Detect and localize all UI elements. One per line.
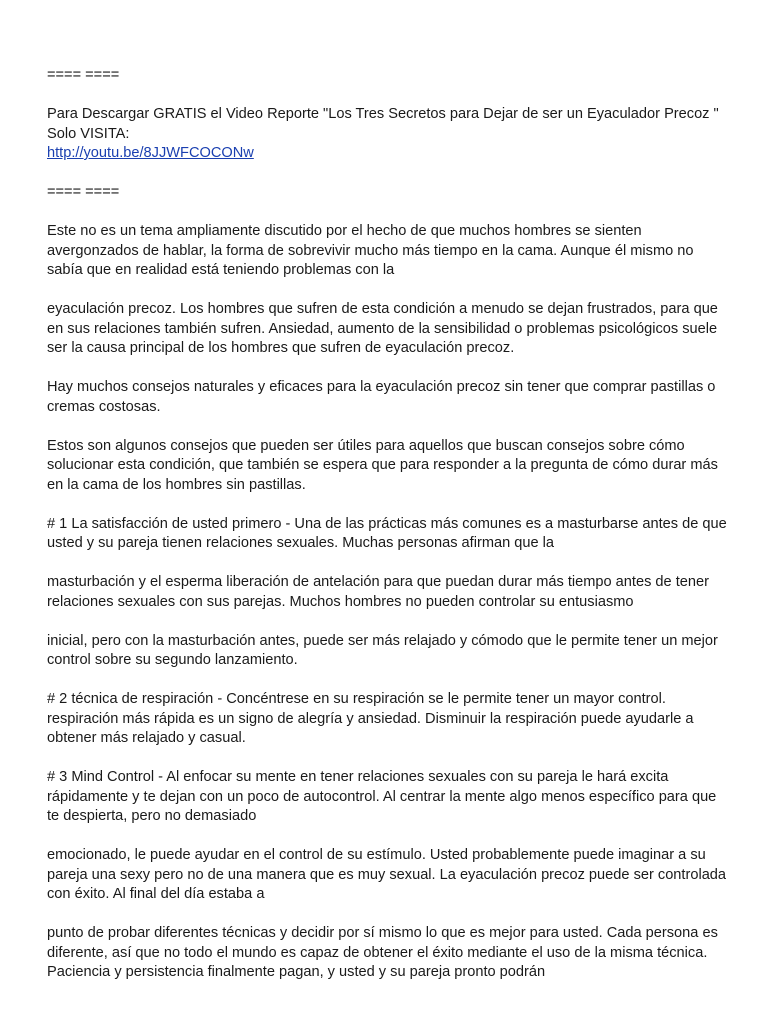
paragraph: Estos son algunos consejos que pueden ser útiles para aquellos que buscan consejos sobre cómo solucionar esta condición, que también se espera que para responder a la pregunta de cómo durar más en la cama de los hombres sin pastillas.	[47, 437, 718, 493]
intro-text: Para Descargar GRATIS el Video Reporte "Los Tres Secretos para Dejar de ser un Eyaculador Precoz " Solo VISITA:	[47, 106, 719, 142]
paragraph: Este no es un tema ampliamente discutido por el hecho de que muchos hombres se sienten avergonzados de hablar, la forma de sobrevivir mucho más tiempo en la cama. Aunque él mismo no sabía que en realidad está teniendo problemas con la	[47, 223, 694, 278]
paragraph: # 2 técnica de respiración - Concéntrese en su respiración se le permite tener un mayor control. respiración más rápida es un signo de alegría y ansiedad. Disminuir la respiración puede ayudarle a obtener más relajado y casual.	[47, 691, 694, 746]
divider-bottom: ==== ====	[47, 184, 120, 200]
intro-link[interactable]: http://youtu.be/8JJWFCOCONw	[47, 145, 254, 161]
paragraph: emocionado, le puede ayudar en el control de su estímulo. Usted probablemente puede imaginar a su pareja una sexy pero no de una manera que es muy sexual. La eyaculación precoz puede ser controlada con éxito. Al final del día estaba a	[47, 847, 727, 902]
document-page	[47, 66, 727, 1002]
divider-top: ==== ====	[47, 67, 120, 83]
paragraph: punto de probar diferentes técnicas y decidir por sí mismo lo que es mejor para usted. Cada persona es diferente, así que no todo el mundo es capaz de obtener el éxito mediante el uso de la misma técnica. Paciencia y persistencia finalmente pagan, y usted y su pareja pronto podrán	[47, 925, 718, 980]
paragraph: masturbación y el esperma liberación de antelación para que puedan durar más tiempo antes de tener relaciones sexuales con sus parejas. Muchos hombres no pueden controlar su entusiasmo	[47, 574, 709, 610]
intro-block	[47, 105, 727, 164]
paragraph: eyaculación precoz. Los hombres que sufren de esta condición a menudo se dejan frustrados, para que en sus relaciones también sufren. Ansiedad, aumento de la sensibilidad o problemas psicológicos suele ser la causa principal de los hombres que sufren de eyaculación precoz.	[47, 301, 718, 356]
paragraph: inicial, pero con la masturbación antes, puede ser más relajado y cómodo que le permite tener un mejor control sobre su segundo lanzamiento.	[47, 632, 718, 668]
paragraph: # 1 La satisfacción de usted primero - Una de las prácticas más comunes es a masturbarse antes de que usted y su pareja tienen relaciones sexuales. Muchas personas afirman que la	[47, 515, 727, 551]
paragraph: # 3 Mind Control - Al enfocar su mente en tener relaciones sexuales con su pareja le hará excita rápidamente y te dejan con un poco de autocontrol. Al centrar la mente algo menos específico para que te despierta, pero no demasiado	[47, 769, 717, 824]
paragraph: Hay muchos consejos naturales y eficaces para la eyaculación precoz sin tener que comprar pastillas o cremas costosas.	[47, 379, 716, 415]
